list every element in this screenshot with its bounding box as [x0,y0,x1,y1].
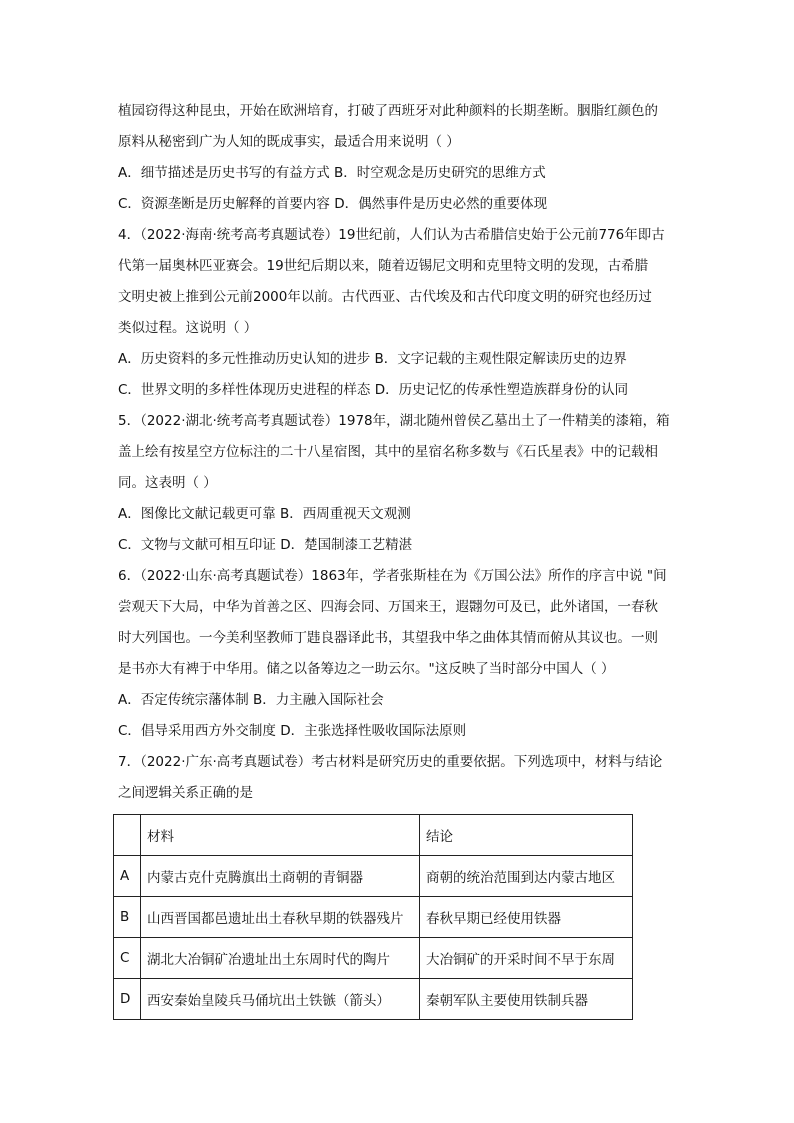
q7-stem-line: 7．（2022·广东·高考真题试卷）考古材料是研究历史的重要依据。下列选项中，材料与结论 [118,754,663,770]
q6-stem-line: 尝观天下大局，中华为首善之区、四海会同、万国来王，遐翾勿可及已，此外诸国，一春秋 [118,599,658,615]
conclusion-cell: 商朝的统治范围到达内蒙古地区 [420,856,633,897]
table-row [114,897,633,938]
material-cell: 湖北大冶铜矿冶遗址出土东周时代的陶片 [141,938,420,979]
table-row [114,938,633,979]
table-header-cell: 结论 [420,815,633,856]
option-letter-cell: D [114,979,141,1020]
q3-stem-line: 植园窃得这种昆虫，开始在欧洲培育，打破了西班牙对此种颜料的长期垄断。胭脂红颜色的 [118,103,658,119]
q6-options-ab: A．否定传统宗藩体制 B．力主融入国际社会 [118,692,384,708]
q5-stem-line: 5．（2022·湖北·统考高考真题试卷）1978年，湖北随州曾侯乙墓出土了一件精美的漆箱，箱 [118,413,670,429]
q6-options-cd: C．倡导采用西方外交制度 D．主张选择性吸收国际法原则 [118,723,467,739]
q7-stem-line: 之间逻辑关系正确的是 [118,785,253,801]
table-header-cell: 材料 [141,815,420,856]
option-letter-cell: A [114,856,141,897]
conclusion-cell: 秦朝军队主要使用铁制兵器 [420,979,633,1020]
table-header-row [114,815,633,856]
q4-options-cd: C．世界文明的多样性体现历史进程的样态 D．历史记忆的传承性塑造族群身份的认同 [118,382,629,398]
q4-stem-line: 类似过程。这说明（ ） [118,320,258,336]
q3-stem-line: 原料从秘密到广为人知的既成事实，最适合用来说明（ ） [118,134,460,150]
q4-stem-line: 文明史被上推到公元前2000年以前。古代西亚、古代埃及和古代印度文明的研究也经历过 [118,289,652,305]
q6-stem-line: 时大列国也。一今美利坚教师丁韪良器译此书，其望我中华之曲体其情而俯从其议也。一则 [118,630,658,646]
option-letter-cell: C [114,938,141,979]
material-cell: 内蒙古克什克腾旗出土商朝的青铜器 [141,856,420,897]
q3-options-cd: C．资源垄断是历史解释的首要内容 D．偶然事件是历史必然的重要体现 [118,196,548,212]
q5-options-cd: C．文物与文献可相互印证 D．楚国制漆工艺精湛 [118,537,413,553]
q4-stem-line: 代第一届奥林匹亚赛会。19世纪后期以来，随着迈锡尼文明和克里特文明的发现，古希腊 [118,258,649,274]
q6-stem-line: 是书亦大有裨于中华用。储之以备筹边之一助云尔。"这反映了当时部分中国人（ ） [118,661,615,677]
conclusion-cell: 春秋早期已经使用铁器 [420,897,633,938]
table-row [114,856,633,897]
question-content [118,96,678,809]
material-cell: 西安秦始皇陵兵马俑坑出土铁镞（箭头） [141,979,420,1020]
q4-stem-line: 4．（2022·海南·统考高考真题试卷）19世纪前，人们认为古希腊信史始于公元前776年即古 [118,227,665,243]
table-row [114,979,633,1020]
q5-stem-line: 同。这表明（ ） [118,475,217,491]
q3-options-ab: A．细节描述是历史书写的有益方式 B．时空观念是历史研究的思维方式 [118,165,546,181]
q4-options-ab: A．历史资料的多元性推动历史认知的进步 B．文字记载的主观性限定解读历史的边界 [118,351,627,367]
q5-options-ab: A．图像比文献记载更可靠 B．西周重视天文观测 [118,506,411,522]
conclusion-cell: 大冶铜矿的开采时间不早于东周 [420,938,633,979]
q6-stem-line: 6．（2022·山东·高考真题试卷）1863年，学者张斯桂在为《万国公法》所作的序言中说 "间 [118,568,667,584]
material-cell: 山西晋国都邑遗址出土春秋早期的铁器残片 [141,897,420,938]
table-header-cell [114,815,141,856]
option-letter-cell: B [114,897,141,938]
q5-stem-line: 盖上绘有按星空方位标注的二十八星宿图，其中的星宿名称多数与《石氏星表》中的记载相 [118,444,658,460]
q7-materials-table [113,814,633,1020]
